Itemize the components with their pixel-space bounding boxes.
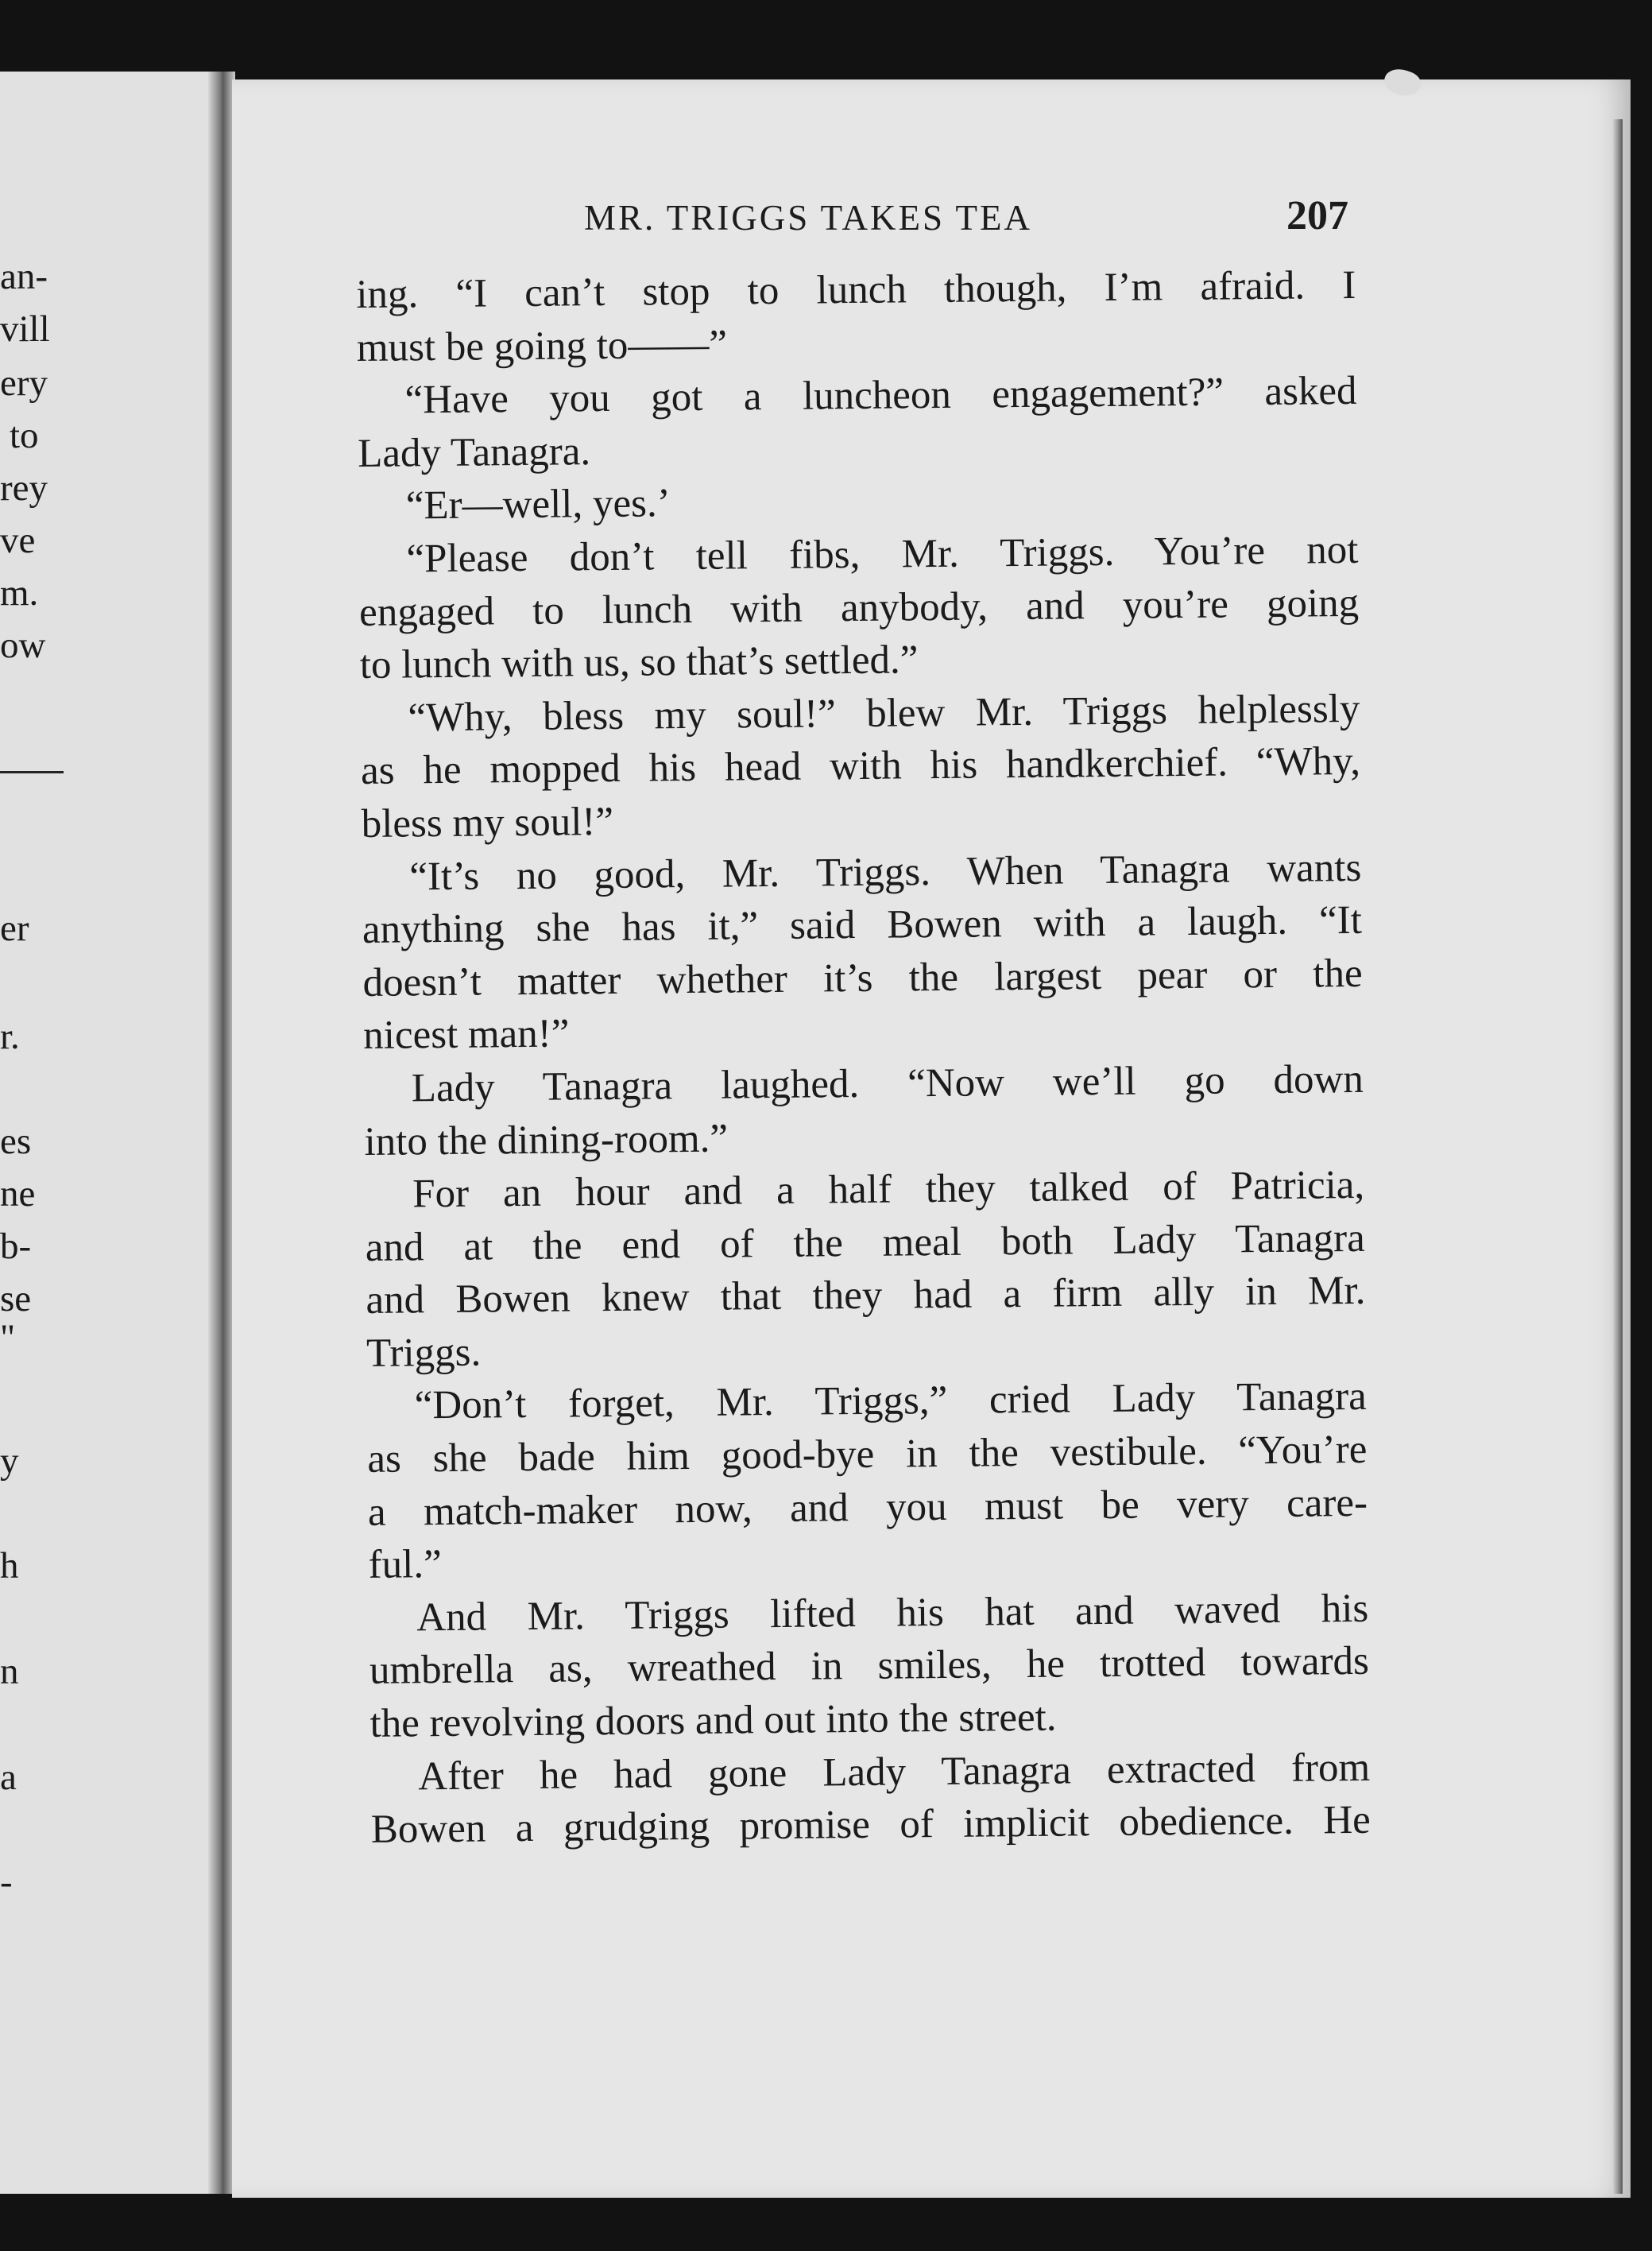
text-line: “Don’t forget, Mr. Triggs,” cried Lady Tanagra	[414, 1374, 1367, 1428]
left-fragment: ne	[0, 1173, 36, 1215]
text-line: After he had gone Lady Tanagra extracted from	[417, 1745, 1371, 1799]
left-fragment: se	[0, 1278, 32, 1319]
text-line: For an hour and a half they talked of Patricia,	[412, 1162, 1365, 1217]
left-fragment: es	[0, 1121, 32, 1162]
left-fragment: m.	[0, 572, 39, 614]
text-line: “Er—well, yes.’	[405, 481, 671, 529]
page-edge	[1613, 119, 1623, 2194]
text-line: must be going to——”	[356, 322, 728, 370]
left-fragment: vill	[0, 308, 50, 350]
left-fragment: -	[0, 1862, 13, 1903]
left-fragment: ery	[0, 362, 48, 404]
text-line: “Have you got a luncheon engagement?” asked	[404, 369, 1357, 423]
running-head: MR. TRIGGS TAKES TEA	[584, 198, 1032, 238]
text-line: doesn’t matter whether it’s the largest pear or the	[362, 951, 1363, 1005]
left-fragment: ow	[0, 625, 46, 666]
left-fragment: an-	[0, 256, 48, 297]
text-line: Lady Tanagra.	[357, 428, 591, 476]
text-line: ful.”	[368, 1542, 442, 1588]
left-fragment: r.	[0, 1016, 20, 1057]
text-line: Bowen a grudging promise of implicit obedience. He	[370, 1798, 1372, 1853]
left-page	[0, 72, 216, 2194]
text-line: Triggs.	[366, 1330, 482, 1376]
text-line: a match-maker now, and you must be very care-	[367, 1480, 1368, 1535]
text-line: as she bade him good-bye in the vestibule. “You’re	[367, 1427, 1368, 1482]
text-line: and Bowen knew that they had a firm ally in Mr.	[366, 1269, 1366, 1323]
text-line: to lunch with us, so that’s settled.”	[359, 637, 919, 688]
left-fragment: b-	[0, 1226, 32, 1267]
page-number: 207	[1286, 193, 1348, 238]
text-line: “Why, bless my soul!” blew Mr. Triggs helplessly	[408, 686, 1360, 741]
left-fragment: rey	[0, 467, 48, 509]
text-line: “It’s no good, Mr. Triggs. When Tanagra wants	[409, 845, 1362, 899]
text-line: ing. “I can’t stop to lunch though, I’m afraid. I	[356, 262, 1356, 317]
text-line: and at the end of the meal both Lady Tanagra	[365, 1215, 1366, 1270]
left-page-rule	[0, 771, 64, 773]
left-fragment: a	[0, 1757, 17, 1798]
text-line: And Mr. Triggs lifted his hat and waved his	[416, 1586, 1369, 1641]
left-fragment: "	[0, 1317, 16, 1358]
left-fragment: h	[0, 1545, 19, 1587]
text-line: umbrella as, wreathed in smiles, he trotted towards	[369, 1639, 1370, 1694]
left-fragment: n	[0, 1651, 19, 1692]
text-line: Lady Tanagra laughed. “Now we’ll go down	[411, 1056, 1364, 1111]
text-line: bless my soul!”	[361, 799, 614, 847]
left-fragment: er	[0, 908, 29, 949]
book-gutter	[208, 72, 235, 2194]
text-line: “Please don’t tell fibs, Mr. Triggs. You’re not	[406, 527, 1359, 582]
text-line: the revolving doors and out into the street.	[369, 1695, 1057, 1746]
left-fragment: to	[10, 415, 39, 456]
body-text	[356, 259, 1371, 1857]
left-fragment: y	[0, 1440, 19, 1482]
left-fragment: ve	[0, 520, 36, 561]
text-line: engaged to lunch with anybody, and you’re going	[358, 580, 1360, 635]
text-line: as he mopped his head with his handkerchief. “Why,	[360, 739, 1361, 794]
text-line: anything she has it,” said Bowen with a laugh. “It	[362, 898, 1363, 953]
text-line: into the dining-room.”	[364, 1116, 729, 1164]
text-line: nicest man!”	[362, 1011, 570, 1059]
